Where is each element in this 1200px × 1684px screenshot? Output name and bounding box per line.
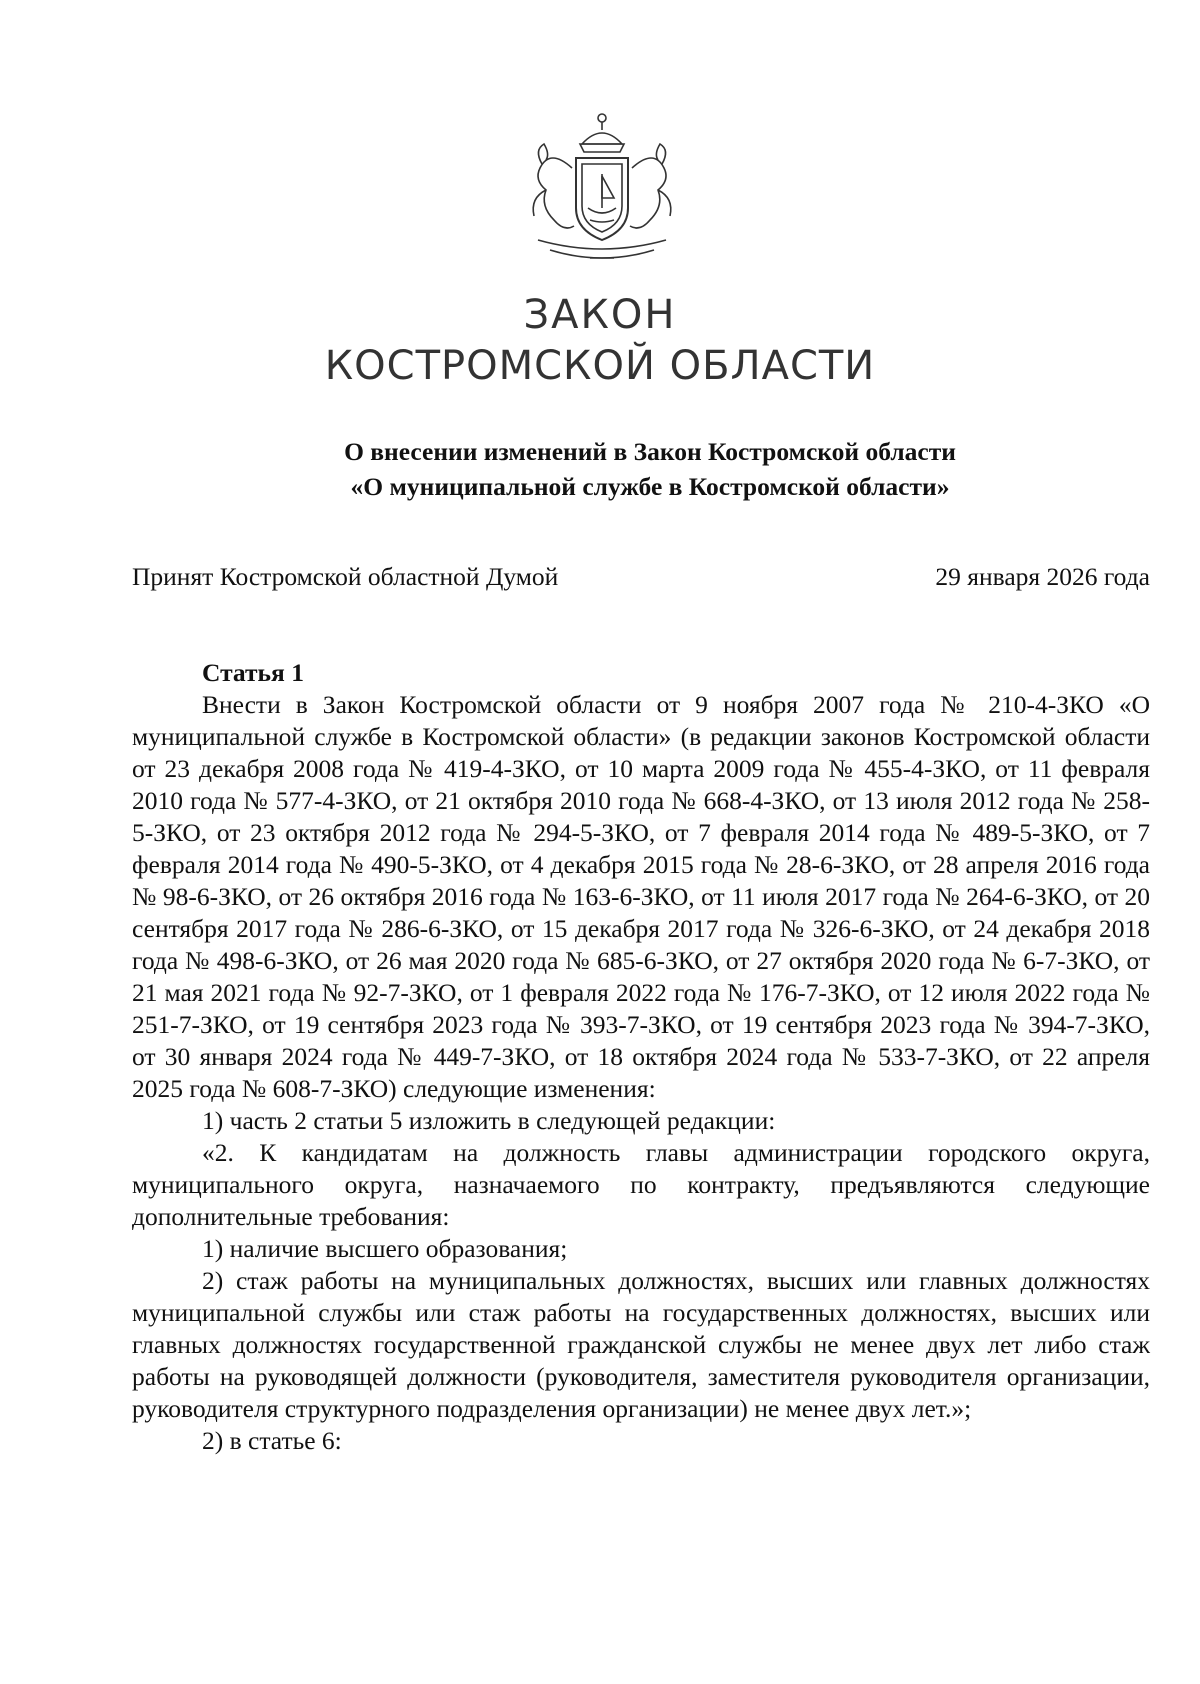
article-paragraph: 2) в статье 6:: [202, 1426, 342, 1455]
adoption-line: [132, 562, 1150, 592]
article-heading: Статья 1: [202, 658, 304, 687]
article-paragraph: 2) стаж работы на муниципальных должностях, высших или главных должностях муниципальной службы или стаж работы на государственных должностях, высших или главных должностях государственной гражданской службы не менее двух лет либо стаж работы на руководящей должности (руководителя, заместителя руководителя организации, руководителя структурного подразделения организации) не менее двух лет.»;: [132, 1266, 1150, 1423]
article-paragraph: 1) наличие высшего образования;: [202, 1234, 568, 1263]
document-title: [0, 434, 1200, 504]
adoption-date: 29 января 2026 года: [935, 562, 1150, 591]
article-paragraph: «2. К кандидатам на должность главы администрации городского округа, муниципального округа, назначаемого по контракту, предъявляются следующие дополнительные требования:: [132, 1138, 1150, 1231]
document-body: [132, 657, 1150, 1457]
title-line1: О внесении изменений в Закон Костромской области: [344, 437, 956, 466]
article-paragraph: 1) часть 2 статьи 5 изложить в следующей редакции:: [202, 1106, 776, 1135]
kostroma-coat-of-arms-icon: [520, 108, 684, 274]
document-type-line2: КОСТРОМСКОЙ ОБЛАСТИ: [324, 343, 876, 389]
adopted-by: Принят Костромской областной Думой: [132, 562, 559, 591]
title-line2: «О муниципальной службе в Костромской области»: [350, 472, 950, 501]
article-paragraph: Внести в Закон Костромской области от 9 ноября 2007 года № 210-4-ЗКО «О муниципальной службе в Костромской области» (в редакции законов Костромской области от 23 декабря 2008 года № 419-4-ЗКО, от 10 марта 2009 года № 455-4-ЗКО, от 11 февраля 2010 года № 577-4-ЗКО, от 21 октября 2010 года № 668-4-ЗКО, от 13 июля 2012 года № 258-5-ЗКО, от 23 октября 2012 года № 294-5-ЗКО, от 7 февраля 2014 года № 489-5-ЗКО, от 7 февраля 2014 года № 490-5-ЗКО, от 4 декабря 2015 года № 28-6-ЗКО, от 28 апреля 2016 года № 98-6-ЗКО, от 26 октября 2016 года № 163-6-ЗКО, от 11 июля 2017 года № 264-6-ЗКО, от 20 сентября 2017 года № 286-6-ЗКО, от 15 декабря 2017 года № 326-6-ЗКО, от 24 декабря 2018 года № 498-6-ЗКО, от 26 мая 2020 года № 685-6-ЗКО, от 27 октября 2020 года № 6-7-ЗКО, от 21 мая 2021 года № 92-7-ЗКО, от 1 февраля 2022 года № 176-7-ЗКО, от 12 июля 2022 года № 251-7-ЗКО, от 19 сентября 2023 года № 393-7-ЗКО, от 19 сентября 2023 года № 394-7-ЗКО, от 30 января 2024 года № 449-7-ЗКО, от 18 октября 2024 года № 533-7-ЗКО, от 22 апреля 2025 года № 608-7-ЗКО) следующие изменения:: [132, 690, 1150, 1103]
document-type-line1: ЗАКОН: [523, 292, 677, 338]
